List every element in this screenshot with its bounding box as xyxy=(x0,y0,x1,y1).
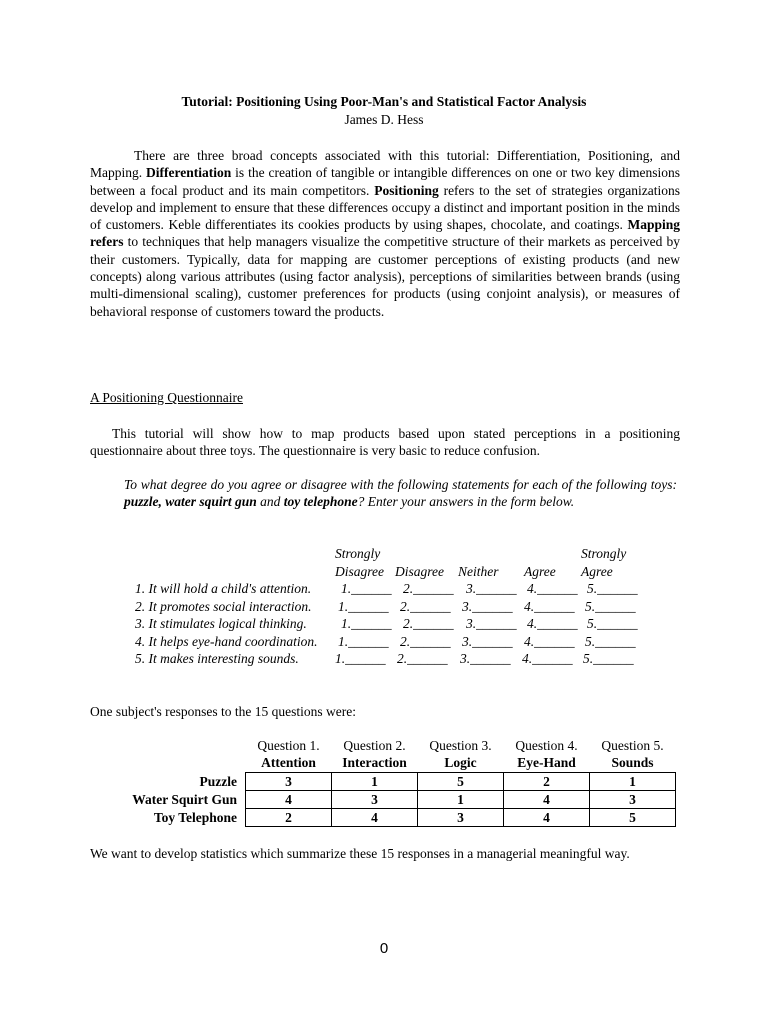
text-run: is the creation of tangible or intangible differences on one or two key dimensions between a focal product and its main competitors. xyxy=(90,165,680,198)
response-cell: 2 xyxy=(504,772,590,790)
text-run: ? Enter your answers in the form below. xyxy=(357,494,575,510)
answer-blank[interactable]: 2.______ xyxy=(403,581,454,596)
answer-blank[interactable]: 3.______ xyxy=(466,581,517,596)
answer-blank[interactable]: 4.______ xyxy=(527,581,578,596)
answer-blank[interactable]: 4.______ xyxy=(524,598,575,614)
response-cell: 1 xyxy=(332,772,418,790)
response-cell: 3 xyxy=(418,809,504,827)
scale-strongly-left: Strongly xyxy=(335,546,381,561)
response-cell: 4 xyxy=(504,790,590,808)
answer-blank[interactable]: 3.______ xyxy=(466,616,517,631)
response-cell: 3 xyxy=(332,790,418,808)
toy-label: Water Squirt Gun xyxy=(132,791,237,807)
answer-blank[interactable]: 3.______ xyxy=(462,598,513,614)
bold-term: Mapping refers xyxy=(90,217,680,250)
item-statement: 3. It stimulates logical thinking. xyxy=(135,616,307,631)
text-run: and xyxy=(256,494,284,510)
scale-level: Neither xyxy=(458,564,499,579)
scale-level: Agree xyxy=(581,564,613,579)
question-number-header: Question 1. xyxy=(257,738,320,753)
attribute-header: Eye-Hand xyxy=(517,755,576,771)
table-row xyxy=(90,772,676,790)
text-run: refers to the set of strategies organizations develop and implement to ensure that these differences occupy a distinct and important position in the minds of customers. Keble differentiates its cookies products by using shapes, chocolate, and coatings. xyxy=(90,182,680,233)
toy-label: Puzzle xyxy=(199,773,237,789)
closing-paragraph: We want to develop statistics which summarize these 15 responses in a managerial meaningful way. xyxy=(90,846,630,861)
table-header-row xyxy=(90,737,676,754)
questionnaire-prompt xyxy=(124,476,677,511)
bold-term: Positioning xyxy=(374,182,439,198)
table-corner xyxy=(90,754,246,772)
table-row xyxy=(90,809,676,827)
toy-label: Toy Telephone xyxy=(153,810,237,826)
question-number-header: Question 3. xyxy=(429,738,492,753)
response-cell: 4 xyxy=(332,809,418,827)
response-cell: 5 xyxy=(590,809,676,827)
attribute-header: Attention xyxy=(261,755,316,771)
answer-blank[interactable]: 2.______ xyxy=(400,633,451,649)
answer-blank[interactable]: 4.______ xyxy=(522,651,573,666)
answer-blank[interactable]: 1.______ xyxy=(338,598,389,614)
answer-blank[interactable]: 1.______ xyxy=(341,581,392,596)
item-statement: 4. It helps eye-hand coordination. xyxy=(135,633,318,649)
answer-blank[interactable]: 2.______ xyxy=(400,598,451,614)
attribute-header: Sounds xyxy=(611,755,654,771)
answer-blank[interactable]: 1.______ xyxy=(341,616,392,631)
text-run: to techniques that help managers visualize the competitive structure of their markets as perceived by their customers. Typically, data for mapping are customer perceptions of existing products (and new concepts) along various attributes (using factor analysis), perceptions of similarities between brands (using multi-dimensional scaling), customer preferences for products (using conjoint analysis), or measures of behavioral response of customers toward the products. xyxy=(90,234,680,319)
answer-blank[interactable]: 1.______ xyxy=(335,651,386,666)
document-title: Tutorial: Positioning Using Poor-Man's and Statistical Factor Analysis xyxy=(181,94,587,109)
response-cell: 2 xyxy=(246,809,332,827)
scale-level: Disagree xyxy=(335,564,384,579)
answer-blank[interactable]: 5.______ xyxy=(583,651,634,666)
response-cell: 4 xyxy=(246,790,332,808)
responses-intro: One subject's responses to the 15 questions were: xyxy=(90,704,357,719)
answer-blank[interactable]: 5.______ xyxy=(585,598,636,614)
item-statement: 5. It makes interesting sounds. xyxy=(135,651,299,666)
document-author: James D. Hess xyxy=(344,112,424,127)
text-run: To what degree do you agree or disagree with the following statements for each of the following toys: xyxy=(124,477,677,492)
response-cell: 4 xyxy=(504,809,590,827)
answer-blank[interactable]: 5.______ xyxy=(585,633,636,649)
intro-paragraph xyxy=(90,147,680,320)
question-number-header: Question 5. xyxy=(601,738,664,753)
question-number-header: Question 4. xyxy=(515,738,578,753)
answer-blank[interactable]: 1.______ xyxy=(338,633,389,649)
item-statement: 1. It will hold a child's attention. xyxy=(135,581,312,596)
response-cell: 3 xyxy=(590,790,676,808)
answer-blank[interactable]: 2.______ xyxy=(403,616,454,631)
attribute-header: Interaction xyxy=(342,755,407,771)
responses-table xyxy=(90,737,676,827)
response-cell: 3 xyxy=(246,772,332,790)
table-header-row xyxy=(90,754,676,772)
scale-strongly-right: Strongly xyxy=(581,546,627,561)
section-heading: A Positioning Questionnaire xyxy=(90,390,243,405)
item-statement: 2. It promotes social interaction. xyxy=(135,598,312,614)
answer-blank[interactable]: 2.______ xyxy=(397,651,448,666)
question-number-header: Question 2. xyxy=(343,738,406,753)
answer-blank[interactable]: 3.______ xyxy=(462,633,513,649)
bold-term: toy telephone xyxy=(283,494,358,510)
response-cell: 1 xyxy=(418,790,504,808)
page-number: 0 xyxy=(379,940,389,957)
answer-blank[interactable]: 5.______ xyxy=(587,581,638,596)
attribute-header: Logic xyxy=(444,755,477,771)
answer-blank[interactable]: 4.______ xyxy=(527,616,578,631)
response-cell: 5 xyxy=(418,772,504,790)
answer-blank[interactable]: 5.______ xyxy=(587,616,638,631)
response-cell: 1 xyxy=(590,772,676,790)
tutorial-paragraph: This tutorial will show how to map products based upon stated perceptions in a positioning questionnaire about three toys. The questionnaire is very basic to reduce confusion. xyxy=(90,426,680,459)
bold-term: puzzle, water squirt gun xyxy=(124,494,257,510)
table-row xyxy=(90,790,676,808)
scale-level: Agree xyxy=(524,564,556,579)
scale-level: Disagree xyxy=(395,564,444,579)
bold-term: Differentiation xyxy=(146,165,232,181)
table-corner xyxy=(90,737,246,754)
answer-blank[interactable]: 4.______ xyxy=(524,633,575,649)
text-run: There are three broad concepts associated with this tutorial: Differentiation, Positioning, and Mapping. xyxy=(90,148,680,181)
answer-blank[interactable]: 3.______ xyxy=(460,651,511,666)
